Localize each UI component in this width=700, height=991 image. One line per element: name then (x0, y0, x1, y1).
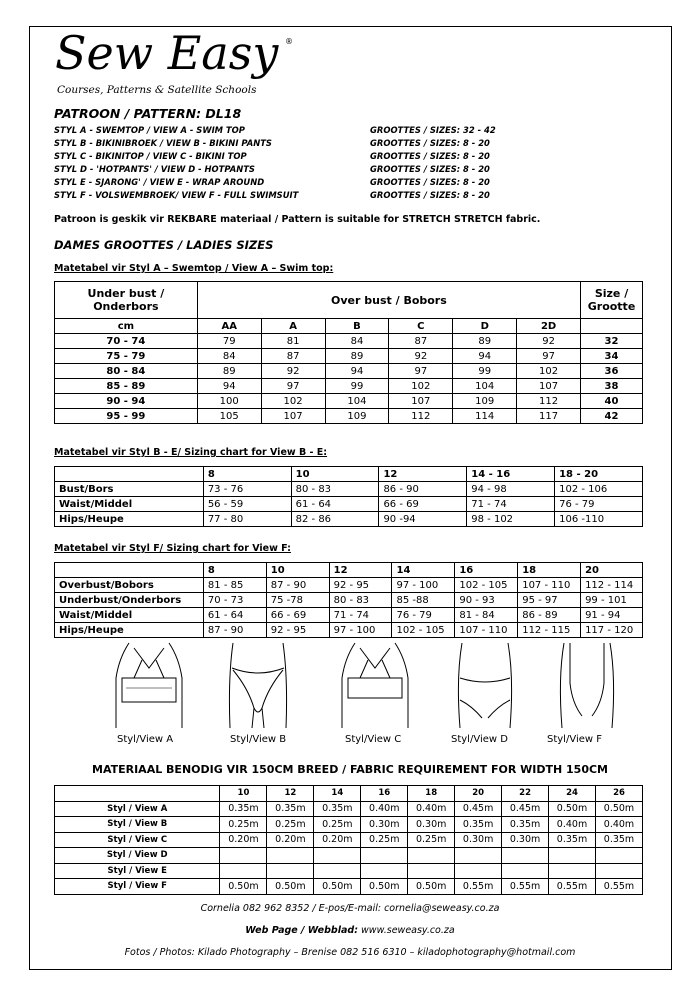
empty-cell (581, 319, 643, 334)
size-cell: 12 (267, 786, 314, 802)
measure-label-cell: Waist/Middel (55, 497, 204, 512)
fabric-amount-cell (408, 863, 455, 879)
fabric-amount-cell (361, 848, 408, 864)
contact-line: Cornelia 082 962 8352 / E-pos/E-mail: cornelia@seweasy.co.za (200, 903, 500, 914)
table-row (55, 379, 643, 394)
overbust-value-cell: 109 (325, 409, 389, 424)
overbust-value-cell: 94 (325, 364, 389, 379)
style-name: STYL E - SJARONG' / VIEW E - WRAP AROUND (54, 177, 265, 187)
measure-value-cell: 98 - 102 (467, 512, 555, 527)
size-cell: 8 (203, 563, 266, 578)
measure-value-cell: 91 - 94 (581, 608, 643, 623)
style-label-cell: Styl / View D (55, 848, 220, 864)
table-row (55, 608, 643, 623)
fabric-amount-cell (314, 848, 361, 864)
table-b-header (55, 467, 643, 482)
fabric-amount-cell: 0.50m (595, 801, 642, 817)
table-b-title: Matetabel vir Styl B - E/ Sizing chart for View B - E: (54, 447, 328, 458)
web-label: Web Page / Webblad: (245, 925, 358, 936)
size-cell: 10 (266, 563, 329, 578)
underbust-range-cell: 95 - 99 (55, 409, 198, 424)
fabric-amount-cell (502, 863, 549, 879)
fabric-amount-cell: 0.30m (408, 817, 455, 833)
measure-value-cell: 112 - 115 (518, 623, 581, 638)
table-f (54, 562, 643, 638)
overbust-value-cell: 84 (197, 349, 261, 364)
underbust-range-cell: 75 - 79 (55, 349, 198, 364)
figure-label: Styl/View B (230, 734, 287, 745)
style-sizes: GROOTTES / SIZES: 8 - 20 (370, 177, 490, 187)
overbust-value-cell: 99 (325, 379, 389, 394)
fabric-amount-cell: 0.40m (361, 801, 408, 817)
style-name: STYL F - VOLSWEMBROEK/ VIEW F - FULL SWIMSUIT (54, 190, 299, 200)
measure-value-cell: 97 - 100 (392, 578, 455, 593)
fabric-amount-cell: 0.55m (595, 879, 642, 895)
underbust-range-cell: 70 - 74 (55, 334, 198, 349)
measure-value-cell: 77 - 80 (203, 512, 291, 527)
measure-value-cell: 87 - 90 (266, 578, 329, 593)
overbust-value-cell: 105 (197, 409, 261, 424)
table-b (54, 466, 643, 527)
bikini-pants-illustration (218, 638, 298, 733)
style-label-cell: Styl / View B (55, 817, 220, 833)
measure-value-cell: 71 - 74 (467, 497, 555, 512)
measure-value-cell: 61 - 64 (291, 497, 379, 512)
table-row (55, 394, 643, 409)
measure-value-cell: 66 - 69 (379, 497, 467, 512)
overbust-value-cell: 104 (325, 394, 389, 409)
fabric-amount-cell (549, 863, 596, 879)
overbust-value-cell: 107 (389, 394, 453, 409)
size-cell: 14 (314, 786, 361, 802)
measure-value-cell: 76 - 79 (555, 497, 643, 512)
overbust-value-cell: 107 (517, 379, 581, 394)
overbust-value-cell: 102 (389, 379, 453, 394)
measure-value-cell: 90 -94 (379, 512, 467, 527)
fabric-amount-cell: 0.50m (314, 879, 361, 895)
fabric-amount-cell (220, 848, 267, 864)
measure-value-cell: 117 - 120 (581, 623, 643, 638)
size-cell: 16 (361, 786, 408, 802)
cup-cell: C (389, 319, 453, 334)
size-cell: 36 (581, 364, 643, 379)
underbust-header: Under bust / Onderbors (55, 282, 198, 319)
fabric-amount-cell: 0.40m (549, 817, 596, 833)
overbust-value-cell: 100 (197, 394, 261, 409)
measure-value-cell: 86 - 90 (379, 482, 467, 497)
size-cell: 12 (329, 563, 392, 578)
style-name: STYL C - BIKINITOP / VIEW C - BIKINI TOP (54, 151, 247, 161)
fabric-amount-cell: 0.25m (314, 817, 361, 833)
fabric-amount-cell: 0.25m (220, 817, 267, 833)
measure-value-cell: 102 - 105 (392, 623, 455, 638)
empty-cell (55, 786, 220, 802)
overbust-value-cell: 92 (517, 334, 581, 349)
style-label-cell: Styl / View A (55, 801, 220, 817)
measure-label-cell: Hips/Heupe (55, 623, 204, 638)
measure-value-cell: 87 - 90 (203, 623, 266, 638)
figure-label: Styl/View A (117, 734, 174, 745)
style-sizes: GROOTTES / SIZES: 8 - 20 (370, 138, 490, 148)
measure-value-cell: 56 - 59 (203, 497, 291, 512)
overbust-value-cell: 97 (389, 364, 453, 379)
fabric-amount-cell: 0.25m (408, 832, 455, 848)
measure-value-cell: 71 - 74 (329, 608, 392, 623)
fabric-amount-cell: 0.30m (361, 817, 408, 833)
style-sizes: GROOTTES / SIZES: 8 - 20 (370, 190, 490, 200)
measure-value-cell: 81 - 85 (203, 578, 266, 593)
fabric-amount-cell: 0.40m (595, 817, 642, 833)
measure-value-cell: 112 - 114 (581, 578, 643, 593)
overbust-value-cell: 87 (261, 349, 325, 364)
overbust-value-cell: 92 (389, 349, 453, 364)
size-cell: 12 (379, 467, 467, 482)
pattern-title: PATROON / PATTERN: DL18 (54, 106, 242, 121)
style-row (54, 163, 490, 176)
size-cell: 20 (581, 563, 643, 578)
material-header (55, 786, 643, 802)
overbust-value-cell: 112 (517, 394, 581, 409)
fabric-amount-cell: 0.45m (502, 801, 549, 817)
fabric-amount-cell (267, 848, 314, 864)
full-swimsuit-illustration (552, 638, 622, 733)
style-row (54, 150, 490, 163)
table-row (55, 334, 643, 349)
measure-label-cell: Waist/Middel (55, 608, 204, 623)
measure-value-cell: 61 - 64 (203, 608, 266, 623)
overbust-value-cell: 94 (197, 379, 261, 394)
fabric-amount-cell (314, 863, 361, 879)
table-row (55, 497, 643, 512)
measure-label-cell: Overbust/Bobors (55, 578, 204, 593)
overbust-value-cell: 84 (325, 334, 389, 349)
size-cell: 40 (581, 394, 643, 409)
size-cell: 10 (220, 786, 267, 802)
size-cell: 18 (408, 786, 455, 802)
table-row (55, 817, 643, 833)
table-f-header (55, 563, 643, 578)
measure-value-cell: 102 - 106 (555, 482, 643, 497)
style-sizes: GROOTTES / SIZES: 8 - 20 (370, 164, 490, 174)
table-row (55, 409, 643, 424)
styles-list (54, 124, 496, 202)
measure-value-cell: 107 - 110 (518, 578, 581, 593)
fabric-amount-cell: 0.30m (455, 832, 502, 848)
measure-value-cell: 97 - 100 (329, 623, 392, 638)
measure-value-cell: 86 - 89 (518, 608, 581, 623)
table-row (55, 863, 643, 879)
brand-logo: Sew Easy (55, 26, 279, 80)
measure-value-cell: 95 - 97 (518, 593, 581, 608)
measure-value-cell: 85 -88 (392, 593, 455, 608)
fabric-amount-cell (595, 848, 642, 864)
unit-cell: cm (55, 319, 198, 334)
table-row (55, 832, 643, 848)
style-name: STYL A - SWEMTOP / VIEW A - SWIM TOP (54, 125, 245, 135)
fabric-amount-cell (267, 863, 314, 879)
measure-value-cell: 80 - 83 (291, 482, 379, 497)
measure-value-cell: 73 - 76 (203, 482, 291, 497)
measure-value-cell: 106 -110 (555, 512, 643, 527)
table-row (55, 512, 643, 527)
overbust-value-cell: 112 (389, 409, 453, 424)
bikini-top-illustration (330, 638, 420, 733)
fabric-amount-cell: 0.55m (455, 879, 502, 895)
overbust-value-cell: 87 (389, 334, 453, 349)
fabric-amount-cell: 0.50m (549, 801, 596, 817)
size-cell: 16 (455, 563, 518, 578)
style-sizes: GROOTTES / SIZES: 8 - 20 (370, 151, 490, 161)
table-row (55, 482, 643, 497)
swim-top-illustration (104, 638, 194, 733)
fabric-amount-cell: 0.20m (267, 832, 314, 848)
registered-mark: ® (285, 37, 293, 46)
fabric-amount-cell: 0.25m (267, 817, 314, 833)
overbust-value-cell: 89 (453, 334, 517, 349)
figure-label: Styl/View D (451, 734, 508, 745)
empty-cell (55, 563, 204, 578)
style-label-cell: Styl / View F (55, 879, 220, 895)
fabric-amount-cell (549, 848, 596, 864)
overbust-value-cell: 107 (261, 409, 325, 424)
fabric-amount-cell: 0.55m (549, 879, 596, 895)
fabric-amount-cell (220, 863, 267, 879)
style-sizes: GROOTTES / SIZES: 32 - 42 (370, 125, 496, 135)
size-cell: 10 (291, 467, 379, 482)
style-row (54, 189, 490, 202)
size-cell: 14 (392, 563, 455, 578)
measure-value-cell: 107 - 110 (455, 623, 518, 638)
cup-cell: D (453, 319, 517, 334)
overbust-value-cell: 109 (453, 394, 517, 409)
underbust-range-cell: 90 - 94 (55, 394, 198, 409)
underbust-range-cell: 85 - 89 (55, 379, 198, 394)
fabric-amount-cell: 0.50m (361, 879, 408, 895)
cup-cell: 2D (517, 319, 581, 334)
size-cell: 26 (595, 786, 642, 802)
measure-value-cell: 75 -78 (266, 593, 329, 608)
table-row (55, 578, 643, 593)
table-row (55, 848, 643, 864)
cup-cell: B (325, 319, 389, 334)
figure-label: Styl/View C (345, 734, 402, 745)
fabric-amount-cell (455, 863, 502, 879)
style-label-cell: Styl / View C (55, 832, 220, 848)
overbust-value-cell: 97 (261, 379, 325, 394)
fabric-amount-cell (502, 848, 549, 864)
measure-value-cell: 80 - 83 (329, 593, 392, 608)
size-cell: 32 (581, 334, 643, 349)
size-cell: 38 (581, 379, 643, 394)
table-row (55, 801, 643, 817)
web-line (0, 925, 700, 936)
overbust-value-cell: 92 (261, 364, 325, 379)
measure-value-cell: 82 - 86 (291, 512, 379, 527)
fabric-amount-cell: 0.40m (408, 801, 455, 817)
overbust-value-cell: 114 (453, 409, 517, 424)
fabric-amount-cell: 0.20m (314, 832, 361, 848)
overbust-value-cell: 89 (325, 349, 389, 364)
measure-value-cell: 94 - 98 (467, 482, 555, 497)
fabric-amount-cell (595, 863, 642, 879)
fabric-amount-cell: 0.20m (220, 832, 267, 848)
overbust-value-cell: 117 (517, 409, 581, 424)
fabric-amount-cell: 0.30m (502, 832, 549, 848)
fabric-note: Patroon is geskik vir REKBARE materiaal / Pattern is suitable for STRETCH STRETCH fabric. (54, 214, 541, 225)
style-name: STYL D - 'HOTPANTS' / VIEW D - HOTPANTS (54, 164, 255, 174)
overbust-header: Over bust / Bobors (197, 282, 580, 319)
style-row (54, 137, 490, 150)
overbust-value-cell: 102 (261, 394, 325, 409)
material-table (54, 785, 643, 895)
overbust-value-cell: 102 (517, 364, 581, 379)
style-name: STYL B - BIKINIBROEK / VIEW B - BIKINI PANTS (54, 138, 272, 148)
overbust-value-cell: 104 (453, 379, 517, 394)
fabric-amount-cell: 0.35m (267, 801, 314, 817)
size-cell: 42 (581, 409, 643, 424)
size-cell: 22 (502, 786, 549, 802)
measure-value-cell: 92 - 95 (329, 578, 392, 593)
size-cell: 14 - 16 (467, 467, 555, 482)
table-row (55, 879, 643, 895)
underbust-range-cell: 80 - 84 (55, 364, 198, 379)
overbust-value-cell: 97 (517, 349, 581, 364)
table-row (55, 349, 643, 364)
fabric-amount-cell (408, 848, 455, 864)
fabric-amount-cell: 0.35m (220, 801, 267, 817)
measure-value-cell: 90 - 93 (455, 593, 518, 608)
empty-cell (55, 467, 204, 482)
style-label-cell: Styl / View E (55, 863, 220, 879)
cup-cell: AA (197, 319, 261, 334)
table-f-title: Matetabel vir Styl F/ Sizing chart for View F: (54, 543, 291, 554)
ladies-sizes-heading: DAMES GROOTTES / LADIES SIZES (54, 238, 274, 252)
size-cell: 18 - 20 (555, 467, 643, 482)
fabric-amount-cell: 0.55m (502, 879, 549, 895)
overbust-value-cell: 79 (197, 334, 261, 349)
fabric-amount-cell: 0.50m (267, 879, 314, 895)
size-cell: 8 (203, 467, 291, 482)
size-header: Size / Grootte (581, 282, 643, 319)
overbust-value-cell: 81 (261, 334, 325, 349)
measure-label-cell: Bust/Bors (55, 482, 204, 497)
measure-value-cell: 66 - 69 (266, 608, 329, 623)
table-row (55, 593, 643, 608)
fabric-amount-cell: 0.45m (455, 801, 502, 817)
hotpants-illustration (450, 638, 520, 733)
table-row (55, 364, 643, 379)
measure-value-cell: 70 - 73 (203, 593, 266, 608)
fabric-amount-cell: 0.35m (595, 832, 642, 848)
size-cell: 24 (549, 786, 596, 802)
fabric-amount-cell (361, 863, 408, 879)
overbust-value-cell: 99 (453, 364, 517, 379)
fabric-amount-cell: 0.35m (549, 832, 596, 848)
brand-tagline: Courses, Patterns & Satellite Schools (57, 84, 257, 96)
figure-label: Styl/View F (547, 734, 602, 745)
measure-value-cell: 92 - 95 (266, 623, 329, 638)
table-row (55, 623, 643, 638)
table-a (54, 281, 643, 424)
fabric-amount-cell: 0.50m (220, 879, 267, 895)
measure-value-cell: 102 - 105 (455, 578, 518, 593)
fabric-amount-cell: 0.35m (455, 817, 502, 833)
overbust-value-cell: 94 (453, 349, 517, 364)
material-title: MATERIAAL BENODIG VIR 150CM BREED / FABRIC REQUIREMENT FOR WIDTH 150CM (92, 763, 608, 776)
overbust-value-cell: 89 (197, 364, 261, 379)
photos-line: Fotos / Photos: Kilado Photography – Brenise 082 516 6310 – kiladophotography@hotmail.com (124, 947, 576, 958)
cup-cell: A (261, 319, 325, 334)
fabric-amount-cell (455, 848, 502, 864)
web-url[interactable]: www.seweasy.co.za (361, 925, 455, 936)
table-a-title: Matetabel vir Styl A – Swemtop / View A – Swim top: (54, 263, 334, 274)
fabric-amount-cell: 0.35m (314, 801, 361, 817)
measure-value-cell: 81 - 84 (455, 608, 518, 623)
table-a-header (55, 282, 643, 319)
fabric-amount-cell: 0.50m (408, 879, 455, 895)
table-a-cups (55, 319, 643, 334)
measure-value-cell: 99 - 101 (581, 593, 643, 608)
fabric-amount-cell: 0.35m (502, 817, 549, 833)
measure-label-cell: Hips/Heupe (55, 512, 204, 527)
size-cell: 34 (581, 349, 643, 364)
style-row (54, 124, 496, 137)
style-row (54, 176, 490, 189)
measure-label-cell: Underbust/Onderbors (55, 593, 204, 608)
size-cell: 18 (518, 563, 581, 578)
size-cell: 20 (455, 786, 502, 802)
measure-value-cell: 76 - 79 (392, 608, 455, 623)
fabric-amount-cell: 0.25m (361, 832, 408, 848)
